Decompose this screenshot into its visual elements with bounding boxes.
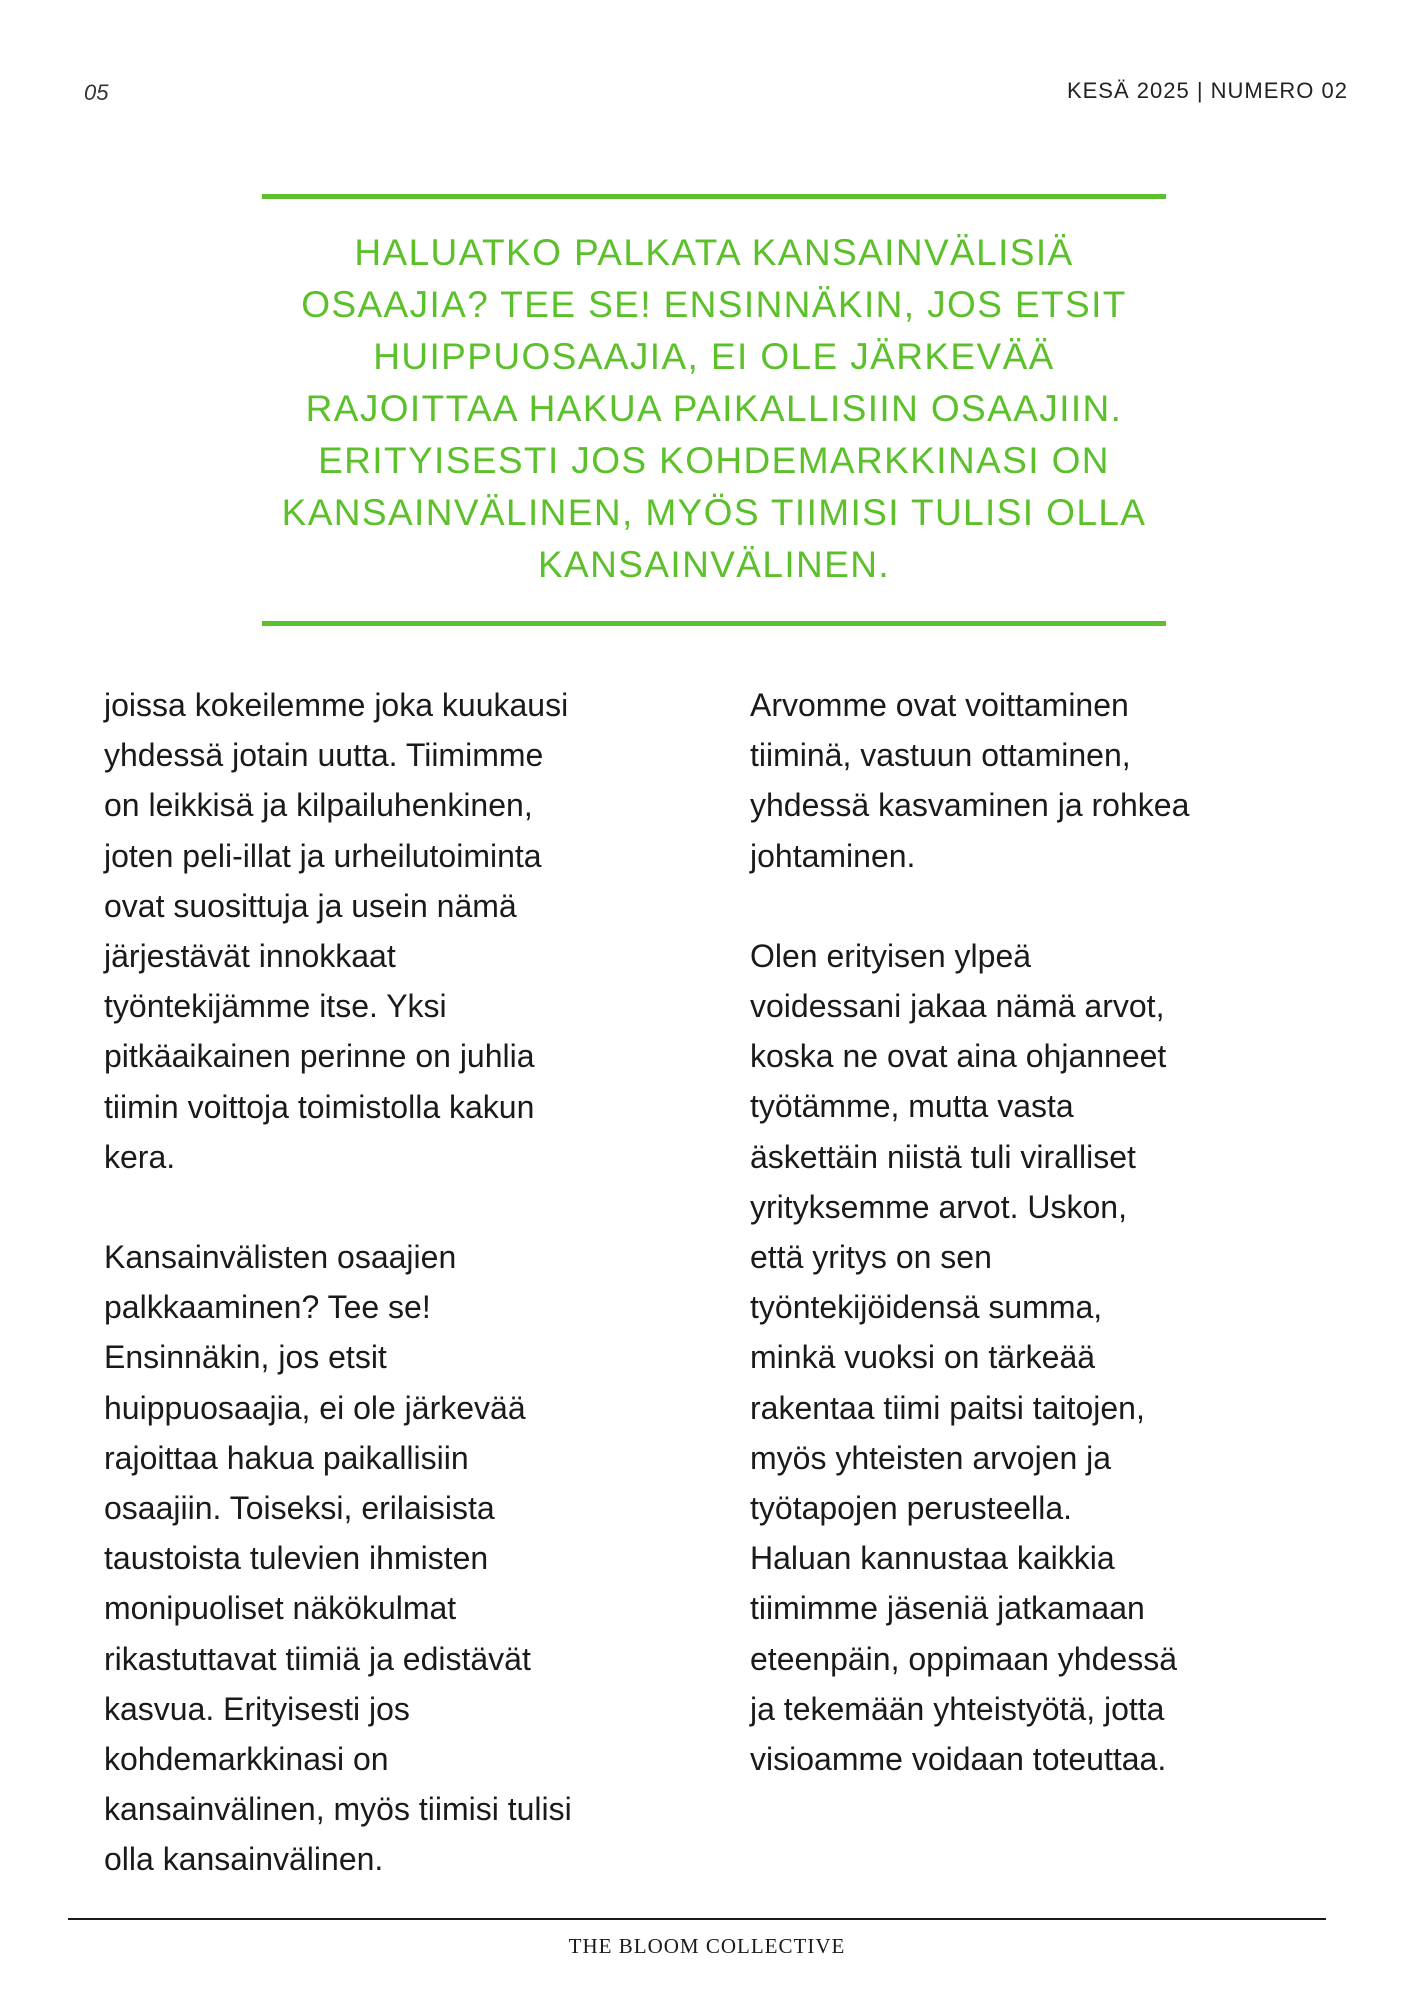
text-line: joten peli-illat ja urheilutoiminta [104,837,542,874]
pull-quote-line: HALUATKO PALKATA KANSAINVÄLISIÄ [354,232,1074,273]
text-line: Haluan kannustaa kaikkia [750,1540,1115,1577]
right-paragraph-1 [750,680,1350,881]
text-line: työntekijämme itse. Yksi [104,988,447,1025]
pull-quote-line: HUIPPUOSAAJIA, EI OLE JÄRKEVÄÄ [373,336,1055,377]
text-line: järjestävät innokkaat [104,938,396,975]
text-line: yhdessä kasvaminen ja rohkea [750,787,1190,824]
text-line: minkä vuoksi on tärkeää [750,1339,1096,1376]
text-line: osaajiin. Toiseksi, erilaisista [104,1490,495,1527]
text-line: kera. [104,1138,176,1175]
text-line: on leikkisä ja kilpailuhenkinen, [104,787,533,824]
text-line: tiimin voittoja toimistolla kakun [104,1088,535,1125]
text-line: tiiminä, vastuun ottaminen, [750,737,1131,774]
text-line: monipuoliset näkökulmat [104,1590,457,1627]
text-line: työtapojen perusteella. [750,1490,1072,1527]
text-line: koska ne ovat aina ohjanneet [750,1038,1167,1075]
text-line: visioamme voidaan toteuttaa. [750,1741,1167,1778]
text-line: myös yhteisten arvojen ja [750,1439,1112,1476]
text-line: Arvomme ovat voittaminen [750,687,1129,723]
text-line: yrityksemme arvot. Uskon, [750,1188,1127,1225]
pull-quote-line: KANSAINVÄLINEN. [537,544,891,585]
pull-quote-line: ERITYISESTI JOS KOHDEMARKKINASI ON [318,440,1110,481]
pull-quote [262,194,1166,626]
page-number: 05 [84,80,109,105]
text-line: Ensinnäkin, jos etsit [104,1339,387,1376]
text-line: joissa kokeilemme joka kuukausi [104,687,569,723]
pull-quote-line: RAJOITTAA HAKUA PAIKALLISIIN OSAAJIIN. [305,388,1123,429]
text-line: Olen erityisen ylpeä [750,937,1032,974]
pull-quote-bottom-rule [262,621,1166,626]
text-line: johtaminen. [750,837,916,874]
pull-quote-text [262,227,1166,591]
pull-quote-line: KANSAINVÄLINEN, MYÖS TIIMISI TULISI OLLA [281,492,1147,533]
text-line: olla kansainvälinen. [104,1841,384,1878]
right-column [750,680,1350,1834]
right-paragraph-2 [750,931,1350,1784]
text-line: huippuosaajia, ei ole järkevää [104,1389,526,1426]
text-line: kansainvälinen, myös tiimisi tulisi [104,1791,572,1828]
publication-name: THE BLOOM COLLECTIVE [568,1934,846,1958]
text-line: rikastuttavat tiimiä ja edistävät [104,1640,531,1677]
text-line: ovat suosittuja ja usein nämä [104,887,517,924]
pull-quote-line: OSAAJIA? TEE SE! ENSINNÄKIN, JOS ETSIT [301,284,1127,325]
text-line: työtämme, mutta vasta [750,1088,1074,1125]
text-line: Kansainvälisten osaajien [104,1239,457,1276]
text-line: palkkaaminen? Tee se! [104,1289,431,1326]
left-column [104,680,694,1935]
issue-label: KESÄ 2025 | NUMERO 02 [1066,78,1348,103]
text-line: rajoittaa hakua paikallisiin [104,1439,469,1476]
text-line: että yritys on sen [750,1239,992,1276]
text-line: äskettäin niistä tuli viralliset [750,1138,1136,1175]
text-line: työntekijöidensä summa, [750,1289,1103,1326]
text-line: voidessani jakaa nämä arvot, [750,988,1165,1025]
text-line: pitkäaikainen perinne on juhlia [104,1038,535,1075]
text-line: kohdemarkkinasi on [104,1741,389,1778]
footer-rule [68,1918,1326,1920]
pull-quote-top-rule [262,194,1166,199]
left-paragraph-2 [104,1232,694,1885]
text-line: ja tekemään yhteistyötä, jotta [750,1690,1165,1727]
text-line: yhdessä jotain uutta. Tiimimme [104,737,544,774]
text-line: rakentaa tiimi paitsi taitojen, [750,1389,1145,1426]
text-line: kasvua. Erityisesti jos [104,1690,410,1727]
text-line: taustoista tulevien ihmisten [104,1540,489,1577]
text-line: tiimimme jäseniä jatkamaan [750,1590,1145,1627]
left-paragraph-1 [104,680,694,1182]
text-line: eteenpäin, oppimaan yhdessä [750,1640,1177,1677]
